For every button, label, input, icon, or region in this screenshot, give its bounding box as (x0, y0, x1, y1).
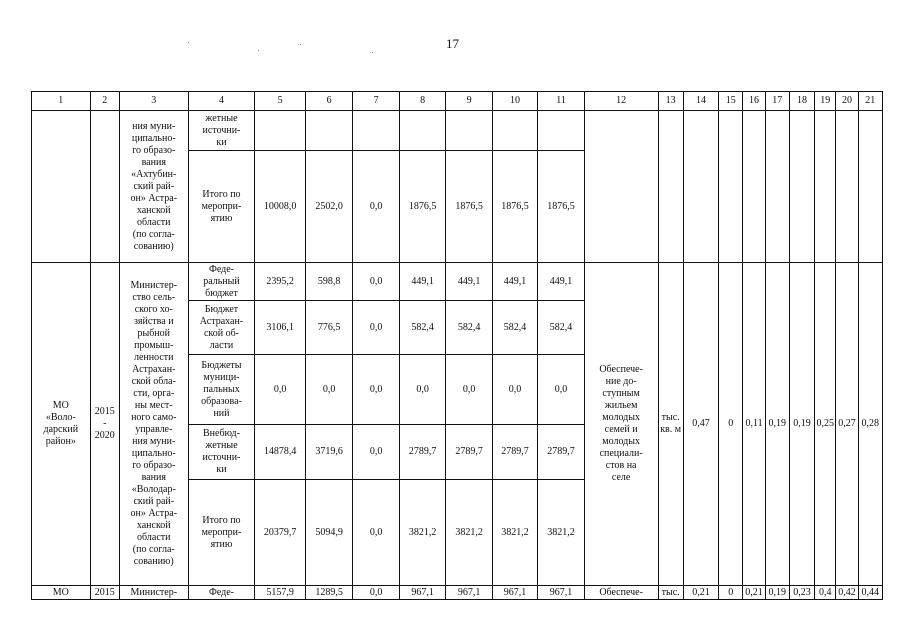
target-cell (765, 111, 789, 263)
value-cell: 2502,0 (305, 151, 353, 263)
executor-cell: ния муни- ципально- го образо- вания «Ахтубин- ский рай- он» Астра- ханской области (по согла- сованию) (119, 111, 188, 263)
value-cell: 967,1 (492, 586, 537, 600)
funding-source-cell: Итого по меропри- ятию (188, 151, 255, 263)
scan-speck (258, 50, 259, 51)
target-cell: 0 (719, 586, 743, 600)
header-row (32, 92, 883, 111)
target-cell: 0,25 (815, 263, 836, 586)
value-cell: 3719,6 (305, 425, 353, 480)
value-cell: 0,0 (305, 355, 353, 425)
value-cell: 967,1 (446, 586, 492, 600)
value-cell (538, 111, 584, 151)
value-cell: 14878,4 (255, 425, 306, 480)
column-header: 19 (815, 92, 836, 111)
target-cell (683, 111, 718, 263)
value-cell: 449,1 (492, 263, 537, 301)
budget-table (31, 91, 883, 600)
column-header: 21 (858, 92, 882, 111)
indicator-cell: Обеспече- ние до- ступным жильем молодых семей и молодых специали- стов на селе (584, 263, 658, 586)
column-header: 5 (255, 92, 306, 111)
value-cell: 10008,0 (255, 151, 306, 263)
table-row (32, 111, 883, 151)
value-cell: 0,0 (399, 355, 445, 425)
value-cell (446, 111, 492, 151)
value-cell (353, 111, 399, 151)
funding-source-cell: Внебюд- жетные источни- ки (188, 425, 255, 480)
target-cell (836, 111, 858, 263)
value-cell: 3821,2 (538, 480, 584, 586)
value-cell: 0,0 (353, 586, 399, 600)
value-cell: 967,1 (538, 586, 584, 600)
period-cell: 2015 (90, 586, 119, 600)
target-cell: 0 (719, 263, 743, 586)
target-cell: 0,19 (765, 263, 789, 586)
scan-speck (188, 42, 189, 43)
target-cell (815, 111, 836, 263)
municipality-cell: МО (32, 586, 91, 600)
target-cell: 0,42 (836, 586, 858, 600)
value-cell: 5094,9 (305, 480, 353, 586)
value-cell: 3821,2 (492, 480, 537, 586)
column-header: 15 (719, 92, 743, 111)
column-header: 2 (90, 92, 119, 111)
municipality-cell (32, 111, 91, 263)
value-cell: 0,0 (353, 355, 399, 425)
funding-source-cell: жетные источни- ки (188, 111, 255, 151)
value-cell: 0,0 (353, 301, 399, 355)
value-cell: 0,0 (255, 355, 306, 425)
value-cell: 0,0 (446, 355, 492, 425)
funding-source-cell: Бюджет Астрахан- ской об- ласти (188, 301, 255, 355)
value-cell (492, 111, 537, 151)
column-header: 18 (789, 92, 814, 111)
unit-cell (658, 111, 683, 263)
value-cell: 5157,9 (255, 586, 306, 600)
municipality-cell: МО «Воло- дарский район» (32, 263, 91, 586)
value-cell: 0,0 (353, 151, 399, 263)
scan-speck (300, 44, 301, 45)
value-cell: 0,0 (353, 480, 399, 586)
period-cell (90, 111, 119, 263)
column-header: 7 (353, 92, 399, 111)
value-cell: 2789,7 (492, 425, 537, 480)
target-cell: 0,4 (815, 586, 836, 600)
value-cell: 582,4 (492, 301, 537, 355)
target-cell (789, 111, 814, 263)
scan-speck (372, 52, 373, 53)
value-cell: 449,1 (446, 263, 492, 301)
value-cell (399, 111, 445, 151)
value-cell: 2789,7 (538, 425, 584, 480)
value-cell: 0,0 (538, 355, 584, 425)
value-cell: 449,1 (399, 263, 445, 301)
value-cell: 598,8 (305, 263, 353, 301)
column-header: 6 (305, 92, 353, 111)
value-cell: 967,1 (399, 586, 445, 600)
value-cell: 0,0 (353, 425, 399, 480)
executor-cell: Министер- (119, 586, 188, 600)
table-row (32, 263, 883, 301)
executor-cell: Министер- ство сель- ского хо- зяйства и рыбной промыш- ленности Астрахан- ской обла- сти, орга- ны мест- ного само- управле- ния муни- ципально- го образо- вания «Володар- ский рай- он» Астра- ханской области (по согла- сованию) (119, 263, 188, 586)
value-cell: 449,1 (538, 263, 584, 301)
value-cell: 0,0 (353, 263, 399, 301)
value-cell: 2395,2 (255, 263, 306, 301)
target-cell: 0,21 (683, 586, 718, 600)
column-header: 9 (446, 92, 492, 111)
target-cell: 0,23 (789, 586, 814, 600)
value-cell: 0,0 (492, 355, 537, 425)
target-cell (719, 111, 743, 263)
value-cell: 1876,5 (538, 151, 584, 263)
page-number: 17 (446, 36, 459, 51)
unit-cell: тыс. кв. м (658, 263, 683, 586)
value-cell: 582,4 (399, 301, 445, 355)
column-header: 8 (399, 92, 445, 111)
column-header: 3 (119, 92, 188, 111)
value-cell: 1876,5 (446, 151, 492, 263)
target-cell: 0,47 (683, 263, 718, 586)
value-cell: 1876,5 (399, 151, 445, 263)
column-header: 14 (683, 92, 718, 111)
target-cell: 0,21 (743, 586, 765, 600)
column-header: 16 (743, 92, 765, 111)
column-header: 13 (658, 92, 683, 111)
value-cell: 2789,7 (446, 425, 492, 480)
indicator-cell: Обеспече- (584, 586, 658, 600)
funding-source-cell: Бюджеты муници- пальных образова- ний (188, 355, 255, 425)
period-cell: 2015 - 2020 (90, 263, 119, 586)
indicator-cell (584, 111, 658, 263)
value-cell: 582,4 (446, 301, 492, 355)
column-header: 11 (538, 92, 584, 111)
funding-source-cell: Итого по меропри- ятию (188, 480, 255, 586)
target-cell: 0,19 (789, 263, 814, 586)
value-cell: 582,4 (538, 301, 584, 355)
unit-cell: тыс. (658, 586, 683, 600)
value-cell: 776,5 (305, 301, 353, 355)
column-header: 1 (32, 92, 91, 111)
value-cell: 3106,1 (255, 301, 306, 355)
target-cell: 0,28 (858, 263, 882, 586)
table-row (32, 586, 883, 600)
target-cell: 0,27 (836, 263, 858, 586)
column-header: 20 (836, 92, 858, 111)
funding-source-cell: Феде- (188, 586, 255, 600)
column-header: 17 (765, 92, 789, 111)
target-cell: 0,11 (743, 263, 765, 586)
target-cell: 0,44 (858, 586, 882, 600)
value-cell: 3821,2 (446, 480, 492, 586)
value-cell: 1876,5 (492, 151, 537, 263)
target-cell: 0,19 (765, 586, 789, 600)
value-cell (255, 111, 306, 151)
column-header: 4 (188, 92, 255, 111)
value-cell (305, 111, 353, 151)
value-cell: 1289,5 (305, 586, 353, 600)
column-header: 12 (584, 92, 658, 111)
value-cell: 3821,2 (399, 480, 445, 586)
column-header: 10 (492, 92, 537, 111)
target-cell (858, 111, 882, 263)
value-cell: 20379,7 (255, 480, 306, 586)
target-cell (743, 111, 765, 263)
funding-source-cell: Феде- ральный бюджет (188, 263, 255, 301)
value-cell: 2789,7 (399, 425, 445, 480)
